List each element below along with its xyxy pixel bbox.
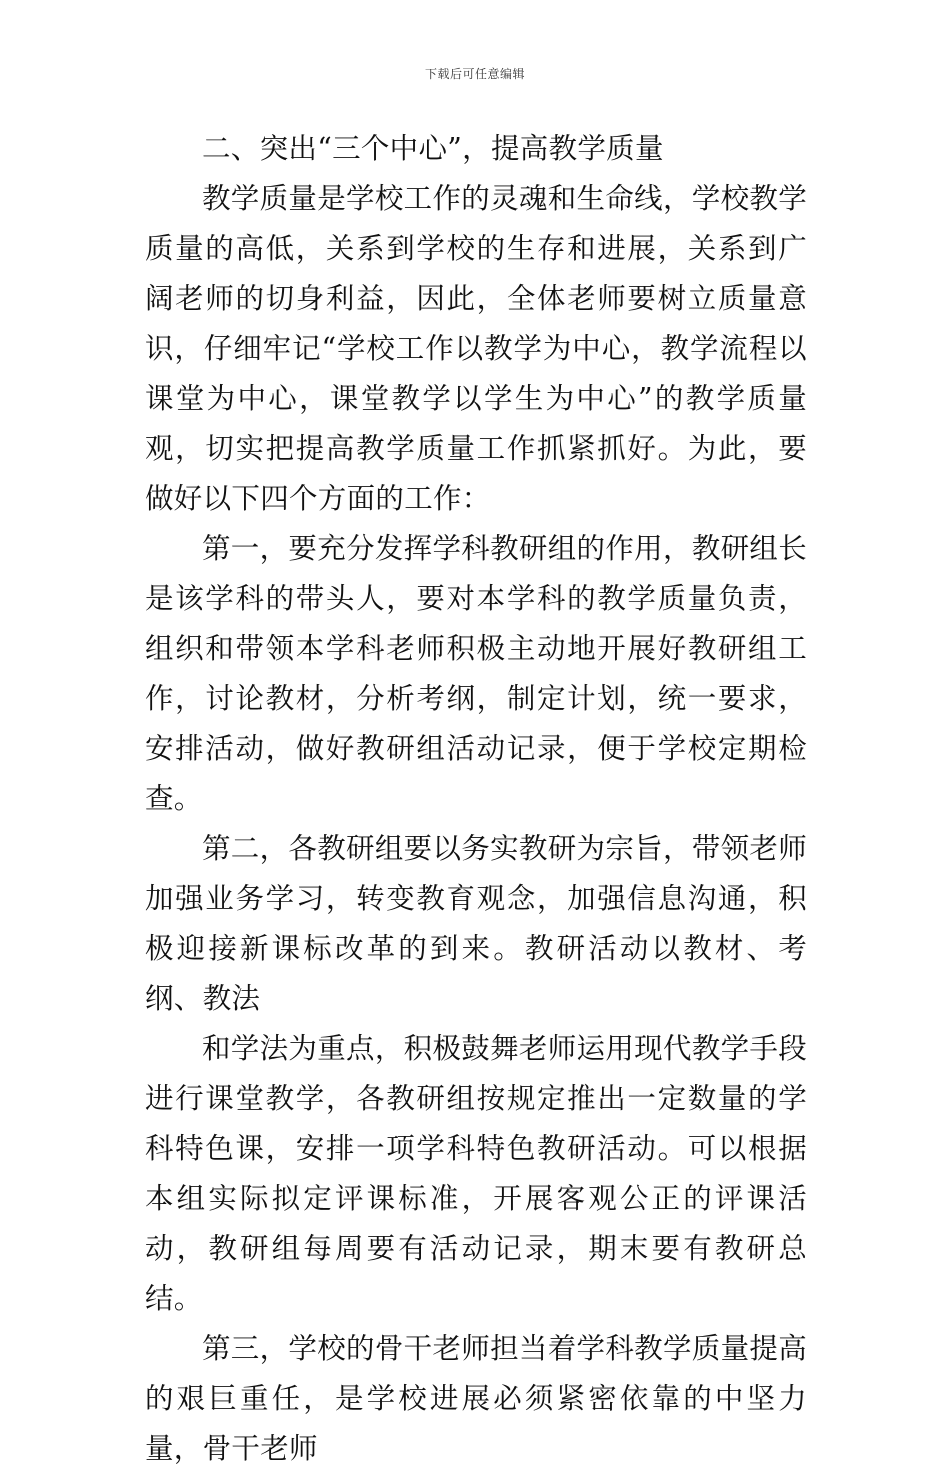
paragraph-third-point: 第三，学校的骨干老师担当着学科教学质量提高的艰巨重任，是学校进展必须紧密依靠的中坚力量，骨干老师: [145, 1332, 807, 1465]
section-heading: 二、突出“三个中心”，提高教学质量: [202, 132, 664, 165]
paragraph-second-point-continued: 和学法为重点，积极鼓舞老师运用现代教学手段进行课堂教学，各教研组按规定推出一定数量的学科特色课，安排一项学科特色教研活动。可以根据本组实际拟定评课标准，开展客观公正的评课活动，教研组每周要有活动记录，期末要有教研总结。: [145, 1032, 807, 1315]
page-header-note: 下载后可任意编辑: [424, 67, 525, 81]
paragraph-second-point: 第二，各教研组要以务实教研为宗旨，带领老师加强业务学习，转变教育观念，加强信息沟通，积极迎接新课标改革的到来。教研活动以教材、考纲、教法: [145, 832, 807, 1015]
paragraph-first-point: 第一，要充分发挥学科教研组的作用，教研组长是该学科的带头人，要对本学科的教学质量负责，组织和带领本学科老师积极主动地开展好教研组工作，讨论教材，分析考纲，制定计划，统一要求，安排活动，做好教研组活动记录，便于学校定期检查。: [145, 532, 807, 815]
paragraph-quality-overview: 教学质量是学校工作的灵魂和生命线，学校教学质量的高低，关系到学校的生存和进展，关系到广阔老师的切身利益，因此，全体老师要树立质量意识，仔细牢记“学校工作以教学为中心，教学流程以课堂为中心，课堂教学以学生为中心”的教学质量观，切实把提高教学质量工作抓紧抓好。为此，要做好以下四个方面的工作：: [145, 182, 807, 515]
document-body: [145, 124, 807, 1474]
